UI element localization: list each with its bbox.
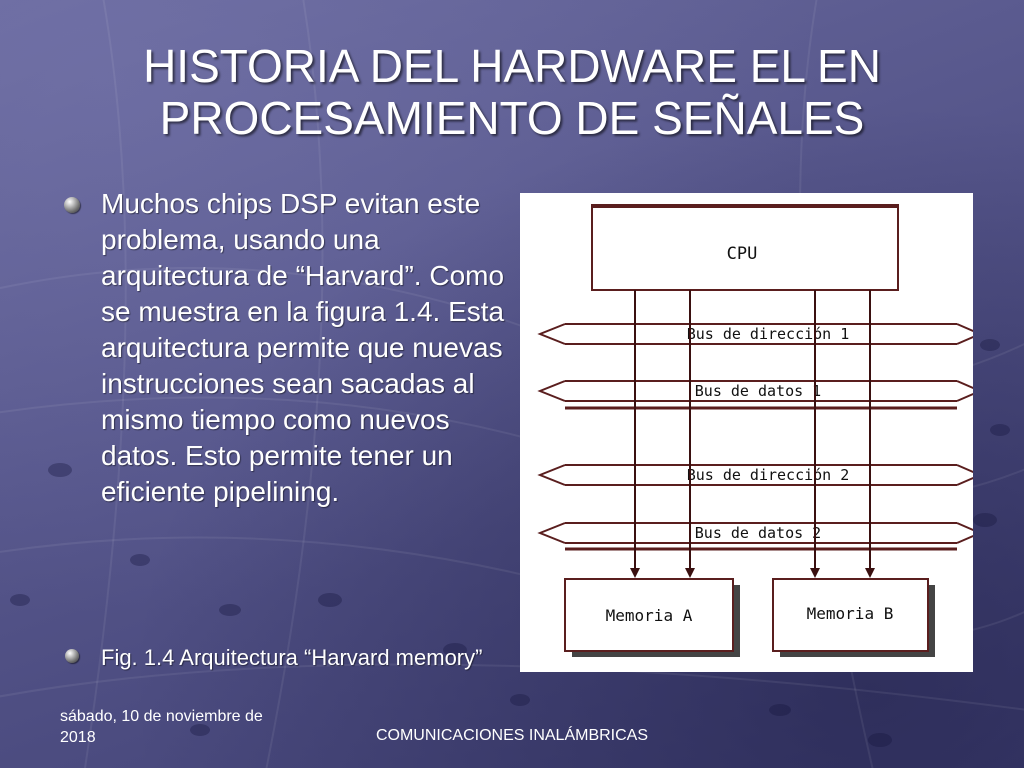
footer-title: COMUNICACIONES INALÁMBRICAS xyxy=(375,727,649,744)
slide-title: HISTORIA DEL HARDWARE EL EN PROCESAMIENTO DE SEÑALES xyxy=(143,40,881,144)
bullet-icon xyxy=(64,197,80,213)
bus-direccion-1-label: Bus de dirección 1 xyxy=(686,325,850,343)
bus-direccion-2-label: Bus de dirección 2 xyxy=(686,466,850,484)
figure-caption: Fig. 1.4 Arquitectura “Harvard memory” xyxy=(101,645,483,670)
body-paragraph: Muchos chips DSP evitan este problema, usando una arquitectura de “Harvard”. Como se muestra en la figura 1.4. Esta arquitectura permite que nuevas instrucciones sean sacadas al mismo tiempo como nuevos datos. Esto permite tener un eficiente pipelining. xyxy=(101,188,505,507)
bus-datos-2-label: Bus de datos 2 xyxy=(694,524,822,542)
harvard-architecture-diagram xyxy=(520,193,973,672)
bullet-icon xyxy=(65,649,79,663)
memory-a-label: Memoria A xyxy=(605,606,693,625)
bus-datos-1-label: Bus de datos 1 xyxy=(694,382,822,400)
cpu-label: CPU xyxy=(726,244,758,264)
memory-b-label: Memoria B xyxy=(806,604,894,623)
footer-date: sábado, 10 de noviembre de 2018 xyxy=(60,708,263,746)
